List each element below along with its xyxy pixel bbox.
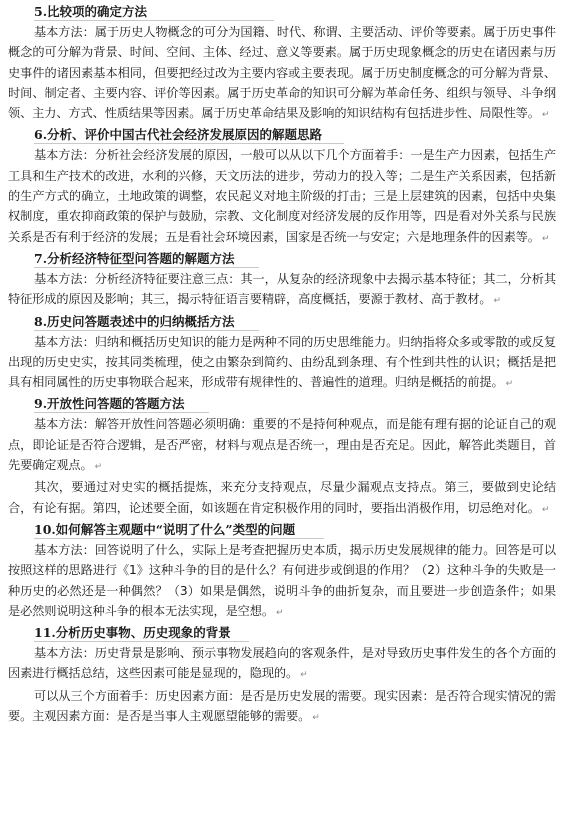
section-paragraph <box>8 643 556 686</box>
paragraph-text: 基本方法：历史背景是影响、预示事物发展趋向的客观条件，是对导致历史事件发生的各个方面的因素进行概括总结，这些因素可能是显现的，隐现的。 <box>8 646 556 681</box>
paragraph-text: 基本方法：属于历史人物概念的可分为国籍、时代、称谓、主要活动、评价等要素。属于历史事件概念的可分解为背景、时间、空间、主体、经过、意义等要素。属于历史现象概念的历史在诸因素与历史事件的诸因素基本相同，但要把经过改为主要内容或主要表现。属于历史制度概念的可分解为背景、时间、制定者、主要内容、评价等因素。属于历史革命的知识可分解为革命任务、组织与领导、斗争纲领、主力、方式、性质结果等因素。属于历史革命结果及影响的知识结构有包括进步性、局限性等。 <box>8 25 556 121</box>
section-paragraph <box>8 145 556 248</box>
heading-underline <box>34 267 259 268</box>
section-10 <box>8 520 556 623</box>
section-9 <box>8 394 556 519</box>
section-heading <box>8 520 556 540</box>
section-8 <box>8 312 556 395</box>
heading-underline <box>34 641 249 642</box>
paragraph-mark-icon: ↵ <box>493 296 501 307</box>
section-heading <box>8 312 556 332</box>
paragraph-text: 基本方法：分析经济特征要注意三点：其一，从复杂的经济现象中去揭示基本特征；其二，分析其特征形成的原因及影响；其三，揭示特征语言要精辟，高度概括，要源于教材、高于教材。 <box>8 271 556 307</box>
paragraph-text: 基本方法：分析社会经济发展的原因，一般可以从以下几个方面着手：一是生产力因素，包括生产工具和生产技术的改进，水利的兴修，天文历法的进步，劳动力的投入等；二是生产关系因素，包括新的生产方式的确立，土地政策的调整，农民起义对地主阶级的打击；三是上层建筑的因素，包括中央集权制度，重农抑商政策的保护与鼓励，宗教、文化制度对经济发展的反作用等，四是看对外关系与民族关系是否有利于经济的发展；五是看社会环境因素，国家是否统一与安定；六是地理条件的因素等。 <box>8 148 556 244</box>
heading-underline <box>34 143 344 144</box>
section-paragraph <box>8 540 556 623</box>
paragraph-mark-icon: ↵ <box>94 462 103 473</box>
heading-underline <box>34 20 274 21</box>
paragraph-text: 基本方法：解答开放性问答题必须明确：重要的不是持何种观点，而是能有理有据的论证自己的观点，即论证是否符合逻辑，是否严密，材料与观点是否统一，理由是否充足。因此，解答此类题目，首先要确定观点。 <box>8 417 556 473</box>
paragraph-mark-icon: ↵ <box>541 504 550 515</box>
section-paragraph <box>8 269 556 312</box>
paragraph-mark-icon: ↵ <box>300 670 308 681</box>
section-5 <box>8 2 556 125</box>
paragraph-text: 可以从三个方面着手：历史因素方面：是否是历史发展的需要。现实因素：是否符合现实情况的需要。主观因素方面：是否是当事人主观愿望能够的需要。 <box>8 688 556 724</box>
section-heading <box>8 2 556 22</box>
section-paragraph <box>8 477 556 520</box>
heading-underline <box>34 538 324 539</box>
paragraph-mark-icon: ↵ <box>541 233 550 244</box>
section-paragraph <box>8 22 556 125</box>
heading-text: 8.历史问答题表述中的归纳概括方法 <box>34 313 235 329</box>
paragraph-text: 其次，要通过对史实的概括提炼，来充分支持观点，尽量少漏观点支持点。第三，要做到史论结合，有论有据。第四，论述要全面，如该题在肯定积极作用的同时，要指出消极作用，切忌绝对化。 <box>8 480 556 515</box>
heading-text: 10.如何解答主观题中“说明了什么”类型的问题 <box>34 521 296 537</box>
heading-text: 7.分析经济特征型问答题的解题方法 <box>34 250 235 266</box>
heading-text: 6.分析、评价中国古代社会经济发展原因的解题思路 <box>34 127 323 143</box>
section-11 <box>8 623 556 728</box>
paragraph-text: 基本方法：归纳和概括历史知识的能力是两种不同的历史思维能力。归纳指将众多或零散的或反复出现的历史史实，按其同类梳理，使之由繁杂到简约、由纷乱到条理、有个性到共性的认识；概括是把具有相同属性的历史事物联合起来，形成带有规律性的、普遍性的道理。归纳是概括的前提。 <box>8 334 556 390</box>
section-paragraph <box>8 332 556 395</box>
paragraph-text: 基本方法：回答说明了什么，实际上是考查把握历史本质，揭示历史发展规律的能力。回答是可以按照这样的思路进行《1》这种斗争的目的是什么？有何进步或倒退的作用？（2）这种斗争的失败是一种历史的必然还是一种偶然？（3）如果是偶然，说明斗争的曲折复杂，而且要进一步创造条件；如果是必然则说明这种斗争的根本无法实现，是空想。 <box>8 542 556 618</box>
heading-text: 5.比较项的确定方法 <box>34 4 148 19</box>
section-heading <box>8 623 556 643</box>
paragraph-mark-icon: ↵ <box>275 607 284 618</box>
section-heading <box>8 125 556 145</box>
heading-underline <box>34 330 259 331</box>
paragraph-mark-icon: ↵ <box>505 379 514 390</box>
section-paragraph <box>8 414 556 477</box>
paragraph-mark-icon: ↵ <box>312 713 320 724</box>
heading-text: 11.分析历史事物、历史现象的背景 <box>34 625 231 641</box>
heading-text: 9.开放性问答题的答题方法 <box>34 396 185 412</box>
section-paragraph <box>8 686 556 729</box>
section-6 <box>8 125 556 248</box>
heading-underline <box>34 412 209 413</box>
section-7 <box>8 249 556 312</box>
section-heading <box>8 249 556 269</box>
section-heading <box>8 394 556 414</box>
paragraph-mark-icon: ↵ <box>541 110 550 121</box>
